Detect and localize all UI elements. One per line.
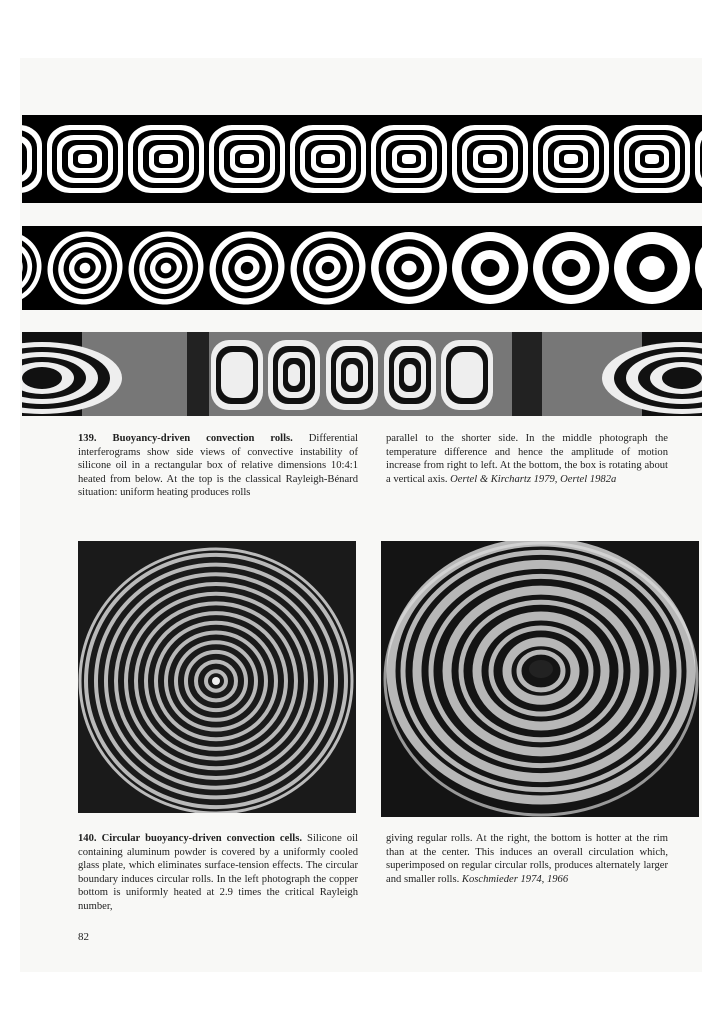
- interferogram-top: [22, 115, 702, 203]
- convection-cell: [268, 340, 320, 410]
- convection-roll: [452, 232, 528, 304]
- photo-circular-rolls-left: [78, 541, 356, 813]
- caption-139-citation: Oertel & Kirchartz 1979, Oertel 1982a: [450, 473, 617, 485]
- caption-139-left-text: Differential interferograms show side views of convective instability of silicone oil in a rectangular box of relative dimensions 10:4:1 heated from below. At the top is the classical Rayleigh-Bénard situation: uniform heating produces rolls: [78, 433, 358, 499]
- page-number: 82: [78, 931, 89, 943]
- convection-cell: [384, 340, 436, 410]
- caption-139-right-text: parallel to the shorter side. In the middle photograph the temperature difference and hence the amplitude of motion increase from right to left. At the bottom, the box is rotating about a vertical axis.: [386, 433, 668, 485]
- interferogram-middle: [22, 226, 702, 310]
- caption-140-citation: Koschmieder 1974, 1966: [461, 873, 569, 885]
- convection-cell: [326, 340, 378, 410]
- convection-roll: [614, 232, 690, 304]
- caption-139-right: [386, 432, 668, 486]
- interferogram-bottom: [22, 332, 702, 416]
- convection-roll: [452, 125, 528, 193]
- caption-139-number: 139.: [78, 433, 97, 444]
- convection-roll: [533, 125, 609, 193]
- convection-cell: [211, 340, 263, 410]
- caption-140-title: Circular buoyancy-driven convection cells.: [101, 833, 302, 844]
- caption-139-left: [78, 432, 358, 500]
- caption-140-number: 140.: [78, 833, 97, 844]
- convection-roll: [371, 125, 447, 193]
- caption-140-right-text: giving regular rolls. At the right, the bottom is hotter at the rim than at the center. This induces an overall circulation which, superimposed on regular circular rolls, produces alternately larger and smaller rolls.: [386, 833, 668, 885]
- convection-roll: [128, 125, 204, 193]
- caption-140-left: [78, 832, 358, 914]
- convection-roll: [371, 232, 447, 304]
- caption-140-left-text: Silicone oil containing aluminum powder is covered by a uniformly cooled glass plate, which eliminates surface-tension effects. The circular boundary induces circular rolls. In the left photograph the copper bottom is uniformly heated at 2.9 times the critical Rayleigh number,: [78, 833, 358, 912]
- convection-roll: [209, 125, 285, 193]
- convection-cell: [441, 340, 493, 410]
- caption-140-right: [386, 832, 668, 886]
- convection-roll: [533, 232, 609, 304]
- photo-circular-rolls-right: [381, 541, 699, 817]
- caption-139-title: Buoyancy-driven convection rolls.: [112, 433, 293, 444]
- convection-roll: [47, 125, 123, 193]
- convection-roll: [290, 125, 366, 193]
- convection-roll: [614, 125, 690, 193]
- concentric-rolls: [86, 555, 346, 807]
